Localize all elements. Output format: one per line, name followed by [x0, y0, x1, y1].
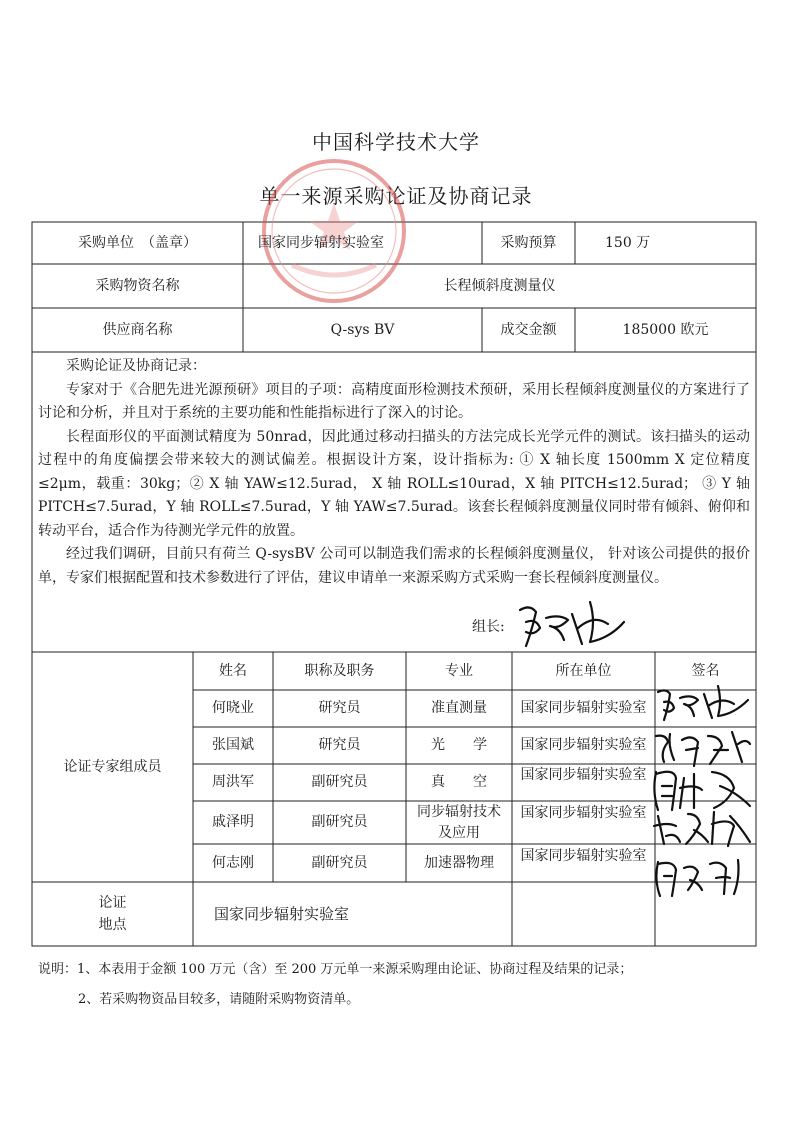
table-row-unit: 国家同步辐射实验室 [520, 804, 647, 821]
table-row-name: 戚泽明 [212, 814, 254, 830]
record-paragraph-2: 长程面形仪的平面测试精度为 50nrad，因此通过移动扫描头的方法完成长光学元件的测试。该扫描头的运动过程中的角度偏摆会带来较大的测试偏差。根据设计方案，设计指标为: ① X 轴长度 1500mm X 定位精度≤2μm，载重：30kg；② X 轴 YAW≤12.5urad， X 轴 ROLL≤10urad，X 轴 PITCH≤12.5urad； ③ Y 轴 PITCH≤7.5urad，Y 轴 ROLL≤7.5urad，Y 轴 YAW≤7.5urad。该套长程倾斜度测量仪同时带有倾斜、俯仰和转动平台，适合作为待测光学元件的放置。 [38, 428, 750, 539]
deal-label: 成交金额 [500, 321, 557, 338]
signature-row-3 [650, 764, 756, 816]
table-row-title: 副研究员 [311, 774, 368, 790]
notes [38, 955, 758, 1015]
table-row-name: 何志刚 [212, 854, 254, 871]
form-title: 单一来源采购论证及协商记录 [259, 184, 533, 208]
table-row-major: 真 空 [431, 774, 487, 790]
expert-group-label: 论证专家组成员 [63, 758, 162, 775]
signature-row-5 [652, 852, 756, 902]
table-row-major: 光 学 [431, 737, 487, 753]
purchaser-value: 国家同步辐射实验室 [258, 234, 384, 251]
budget-label: 采购预算 [500, 234, 557, 251]
note-2: 2、若采购物资品目较多，请随附采购物资清单。 [78, 992, 360, 1007]
table-row-title: 副研究员 [311, 854, 368, 871]
header-name: 姓名 [219, 662, 247, 679]
item-value: 长程倾斜度测量仪 [443, 277, 556, 294]
table-row-unit: 国家同步辐射实验室 [520, 766, 647, 783]
record-section [38, 355, 750, 590]
table-row-major: 同步辐射技术及应用 [417, 803, 501, 841]
record-paragraph-1: 专家对于《合肥先进光源预研》项目的子项：高精度面形检测技术预研，采用长程倾斜度测量仪的方案进行了讨论和分析，并且对于系统的主要功能和性能指标进行了深入的讨论。 [38, 381, 750, 421]
purchaser-label: 采购单位 （盖章） [78, 234, 197, 251]
signature-row-4 [650, 806, 756, 850]
table-row-unit: 国家同步辐射实验室 [520, 737, 647, 753]
note-1: 说明：1、本表用于金额 100 万元（含）至 200 万元单一来源采购理由论证、协商过程及结果的记录； [38, 962, 633, 977]
location-value: 国家同步辐射实验室 [214, 904, 350, 923]
header-major: 专业 [445, 662, 473, 679]
leader-signature [512, 592, 632, 652]
record-heading: 采购论证及协商记录： [66, 358, 206, 374]
item-label: 采购物资名称 [95, 277, 180, 294]
location-label-text: 论证地点 [98, 895, 127, 933]
table-row-unit: 国家同步辐射实验室 [520, 700, 647, 716]
table-row-name: 周洪军 [212, 774, 254, 790]
supplier-label: 供应商名称 [102, 321, 173, 338]
location-label [32, 882, 193, 946]
table-row-name: 何晓业 [212, 700, 254, 716]
record-paragraph-3: 经过我们调研，目前只有荷兰 Q-sysBV 公司可以制造我们需求的长程倾斜度测量仪， 针对该公司提供的报价单，专家们根据配置和技术参数进行了评估，建议申请单一来源采购方式采购一套长程倾斜度测量仪。 [38, 546, 750, 586]
leader-label: 组长: [472, 619, 505, 635]
university-title: 中国科学技术大学 [312, 130, 480, 154]
table-row-major: 加速器物理 [424, 854, 494, 871]
table-row-title: 研究员 [318, 737, 361, 753]
table-row-title: 副研究员 [311, 814, 368, 830]
table-row-title: 研究员 [318, 700, 361, 716]
header-signature: 签名 [691, 662, 720, 679]
header-title: 职称及职务 [304, 662, 375, 679]
table-row-name: 张国斌 [212, 737, 254, 753]
table-row-major: 准直测量 [431, 700, 487, 716]
table-row-unit: 国家同步辐射实验室 [520, 847, 647, 864]
deal-value: 185000 欧元 [622, 321, 709, 338]
signature-row-2 [652, 726, 756, 770]
budget-value: 150 万 [605, 234, 651, 251]
supplier-value: Q-sys BV [330, 321, 395, 338]
header-unit: 所在单位 [555, 662, 612, 679]
